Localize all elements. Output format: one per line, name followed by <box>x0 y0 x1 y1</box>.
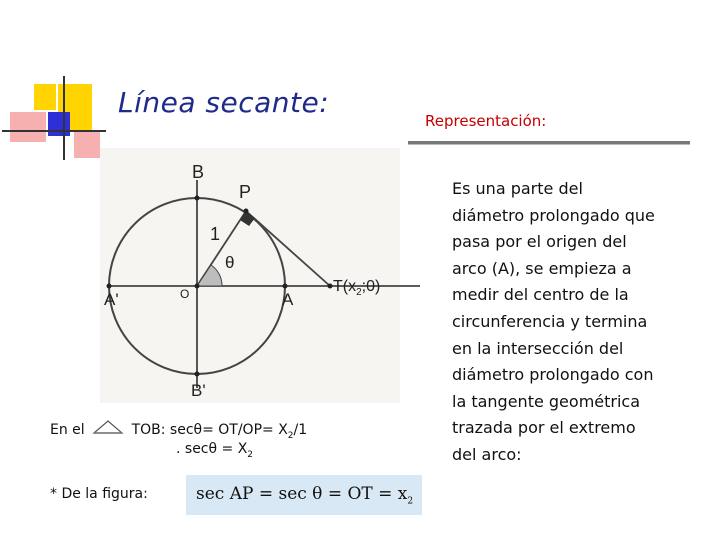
paragraph-line: diámetro prolongado con <box>452 365 654 385</box>
eq2-body: . secθ = X <box>176 441 248 457</box>
equation-line-2 <box>176 441 253 460</box>
paragraph-line: medir del centro de la <box>452 285 629 305</box>
point-b-prime <box>195 372 200 377</box>
figure-note: * De la figura: <box>50 486 148 502</box>
point-t <box>328 284 333 289</box>
slide-subtitle: Representación: <box>425 112 547 130</box>
eq1-body: TOB: secθ= OT/OP= X <box>131 422 288 438</box>
point-a <box>283 284 288 289</box>
theta-wedge <box>197 265 222 286</box>
eq2-sub: 2 <box>247 449 254 460</box>
formula-text: sec AP = sec θ = OT = x <box>196 484 408 504</box>
eq1-sub: 2 <box>287 430 294 441</box>
paragraph-line: circunferencia y termina <box>452 311 648 331</box>
formula <box>196 484 413 506</box>
center-point <box>195 284 200 289</box>
description-paragraph <box>452 176 697 469</box>
tangent-pt <box>246 211 330 286</box>
slide-title: Línea secante: <box>118 86 330 119</box>
decorative-squares <box>0 0 110 165</box>
formula-sub: 2 <box>407 496 414 507</box>
label-b: B <box>192 162 205 182</box>
label-o: O <box>180 287 190 301</box>
paragraph-line: arco (A), se empieza a <box>452 258 632 278</box>
label-one: 1 <box>210 224 221 244</box>
paragraph-line: diámetro prolongado que <box>452 205 655 225</box>
equation-line-1 <box>50 419 307 441</box>
triangle-icon <box>91 419 125 435</box>
secant-diagram <box>100 148 420 408</box>
label-p: P <box>239 182 252 202</box>
paragraph-line: pasa por el origen del <box>452 232 627 252</box>
blue-square <box>48 112 70 136</box>
label-a-prime: A' <box>104 290 119 309</box>
point-a-prime <box>107 284 112 289</box>
divider-line <box>408 141 690 145</box>
right-angle-marker <box>240 211 255 226</box>
label-b-prime: B' <box>191 381 206 400</box>
paragraph-line: Es una parte del <box>452 179 583 198</box>
label-a: A <box>282 290 294 309</box>
pink-square-small <box>74 132 100 158</box>
paragraph-line: del arco: <box>452 444 522 464</box>
label-theta: θ <box>225 253 235 272</box>
eq1-prefix: En el <box>50 422 85 438</box>
paragraph-line: la tangente geométrica <box>452 391 641 411</box>
point-b <box>195 196 200 201</box>
paragraph-line: en la intersección del <box>452 338 624 358</box>
eq1-end: /1 <box>293 422 308 438</box>
label-t: $T(x_2;0)$ <box>333 278 381 298</box>
point-p <box>244 209 249 214</box>
paragraph-line: trazada por el extremo <box>452 418 636 438</box>
yellow-square <box>34 84 56 110</box>
pink-square <box>10 112 46 142</box>
